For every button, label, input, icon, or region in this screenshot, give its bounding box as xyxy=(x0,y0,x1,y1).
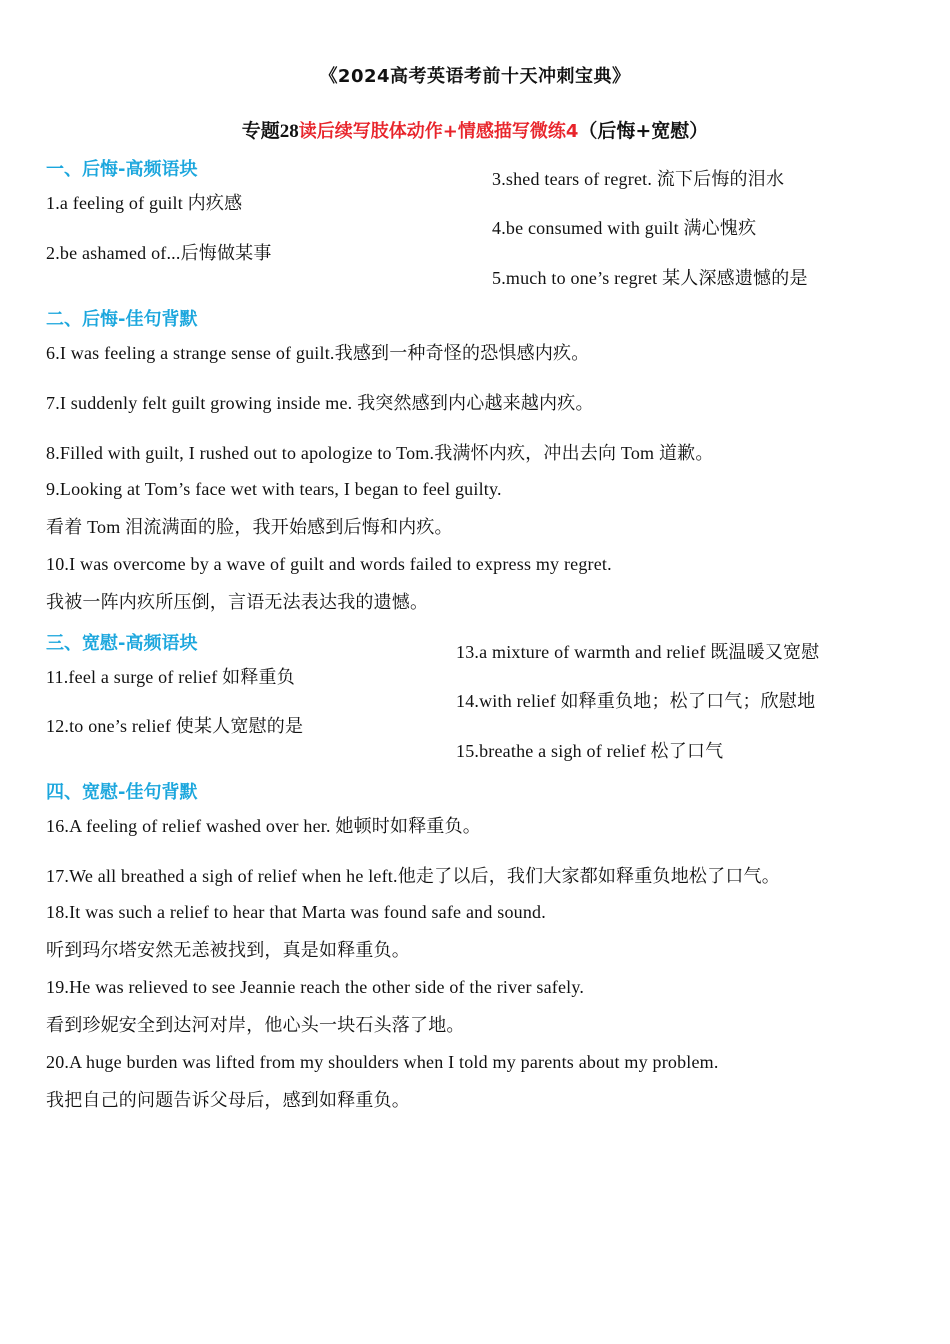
subtitle-prefix: 专题 xyxy=(241,120,280,142)
sentence-en: 18.It was such a relief to hear that Marta was found safe and sound. xyxy=(46,902,546,922)
sentence-zh: 我把自己的问题告诉父母后，感到如释重负。 xyxy=(46,1090,410,1111)
sentence-zh-end: 泪流满面的脸，我开始感到后悔和内疚。 xyxy=(125,517,453,538)
subtitle-number: 28 xyxy=(279,121,299,142)
phrase-en: 15.breathe a sigh of relief xyxy=(456,741,651,761)
section-heading-regret-phrases: 一、后悔-高频语块 xyxy=(46,159,198,180)
phrase-item xyxy=(456,739,723,764)
phrase-en: 5.much to one’s regret xyxy=(492,268,663,288)
phrase-en: 14.with relief xyxy=(456,691,561,711)
sentence-item xyxy=(46,864,780,889)
sentence-item xyxy=(46,441,714,466)
section-heading-relief-phrases: 三、宽慰-高频语块 xyxy=(46,633,198,654)
sentence-zh: 她顿时如释重负。 xyxy=(335,816,482,837)
sentence-zh: 看着 xyxy=(46,517,83,538)
sentence-item xyxy=(46,552,612,576)
sentence-zh: 看到珍妮安全到达河对岸，他心头一块石头落了地。 xyxy=(46,1015,465,1036)
phrase-zh: 某人深感遗憾的是 xyxy=(662,268,808,289)
sentence-item xyxy=(46,477,502,501)
sentence-en: 7.I suddenly felt guilt growing inside me. xyxy=(46,393,358,413)
sentence-translation xyxy=(46,1013,465,1038)
sentence-en: 6.I was feeling a strange sense of guilt. xyxy=(46,343,335,363)
subtitle-topic: 读后续写肢体动作+情感描写微练4 xyxy=(298,121,579,142)
phrase-en: 3.shed tears of regret. xyxy=(492,169,657,189)
phrase-zh: 如释重负 xyxy=(222,667,295,688)
sentence-zh: 他走了以后，我们大家都如释重负地松了口气。 xyxy=(397,866,780,887)
section-heading-regret-sentences: 二、后悔-佳句背默 xyxy=(46,309,198,330)
sentence-item xyxy=(46,814,481,839)
sentence-en: 9.Looking at Tom’s face wet with tears, I began to feel guilty. xyxy=(46,479,502,499)
phrase-item xyxy=(46,714,303,739)
sentence-en: 16.A feeling of relief washed over her. xyxy=(46,816,336,836)
sentence-translation xyxy=(46,515,453,540)
sentence-zh-end: 道歉。 xyxy=(658,443,714,464)
section-heading-relief-sentences: 四、宽慰-佳句背默 xyxy=(46,782,198,803)
sentence-en: 10.I was overcome by a wave of guilt and words failed to express my regret. xyxy=(46,554,612,574)
subtitle xyxy=(0,116,950,143)
phrase-item xyxy=(46,665,295,690)
sentence-en: 20.A huge burden was lifted from my shoulders when I told my parents about my problem. xyxy=(46,1052,719,1072)
phrase-en: 4.be consumed with guilt xyxy=(492,218,684,238)
phrase-zh: 内疚感 xyxy=(187,193,243,214)
sentence-zh: 我突然感到内心越来越内疚。 xyxy=(357,393,594,414)
sentence-zh: 听到玛尔塔安然无恙被找到，真是如释重负。 xyxy=(46,940,410,961)
sentence-item xyxy=(46,391,594,416)
sentence-en-name: Tom xyxy=(616,443,659,463)
phrase-zh: 后悔做某事 xyxy=(180,243,272,264)
phrase-zh: 满心愧疚 xyxy=(683,218,757,239)
sentence-item xyxy=(46,975,584,999)
sentence-zh: 我被一阵内疚所压倒，言语无法表达我的遗憾。 xyxy=(46,592,429,613)
sentence-en: 19.He was relieved to see Jeannie reach the other side of the river safely. xyxy=(46,977,585,997)
phrase-zh: 流下后悔的泪水 xyxy=(656,169,785,190)
sentence-translation xyxy=(46,938,410,963)
sentence-translation xyxy=(46,1088,410,1113)
phrase-item xyxy=(492,167,784,192)
sentence-translation xyxy=(46,590,428,615)
phrase-zh: 既温暖又宽慰 xyxy=(710,642,820,663)
phrase-item xyxy=(456,640,819,665)
sentence-zh: 我满怀内疚，冲出去向 xyxy=(434,443,617,464)
phrase-item xyxy=(492,266,808,291)
phrase-en: 13.a mixture of warmth and relief xyxy=(456,642,711,662)
subtitle-suffix: （后悔+宽慰） xyxy=(578,120,709,142)
sentence-zh: 我感到一种奇怪的恐惧感内疚。 xyxy=(334,343,590,364)
phrase-zh: 如释重负地；松了口气；欣慰地 xyxy=(560,691,816,712)
phrase-item xyxy=(46,191,242,216)
sentence-en: 8.Filled with guilt, I rushed out to apologize to Tom. xyxy=(46,443,435,463)
page-title: 《2024高考英语考前十天冲刺宝典》 xyxy=(319,66,631,87)
sentence-item xyxy=(46,900,546,924)
phrase-item xyxy=(46,241,272,266)
sentence-en-name: Tom xyxy=(82,517,126,537)
sentence-en: 17.We all breathed a sigh of relief when he left. xyxy=(46,866,398,886)
phrase-zh: 松了口气 xyxy=(650,741,724,762)
sentence-item xyxy=(46,341,589,366)
phrase-item xyxy=(456,689,815,714)
sentence-item xyxy=(46,1050,719,1074)
phrase-zh: 使某人宽慰的是 xyxy=(175,716,304,737)
phrase-item xyxy=(492,216,756,241)
phrase-en: 11.feel a surge of relief xyxy=(46,667,223,687)
phrase-en: 12.to one’s relief xyxy=(46,716,176,736)
phrase-en: 1.a feeling of guilt xyxy=(46,193,188,213)
phrase-en: 2.be ashamed of... xyxy=(46,243,181,263)
